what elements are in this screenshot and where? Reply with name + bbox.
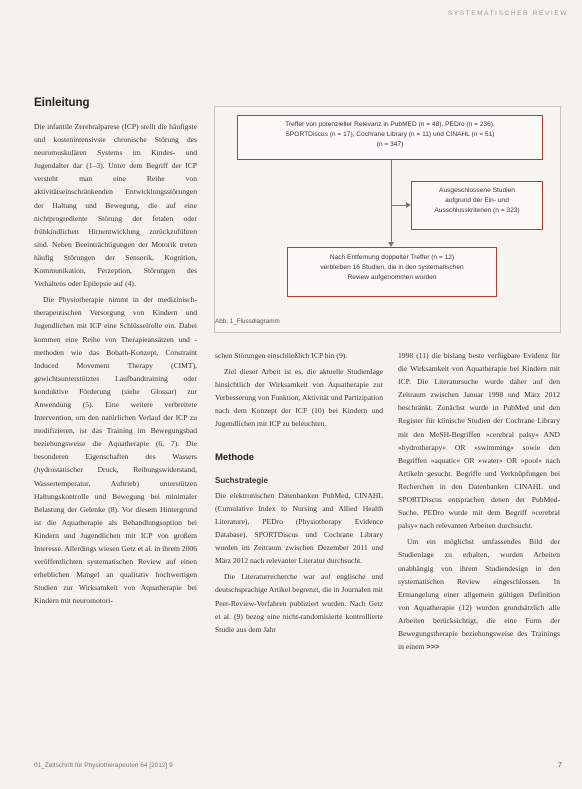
flow-diagram xyxy=(214,106,561,333)
text-column-2 xyxy=(215,349,383,745)
text-column-3 xyxy=(398,349,560,745)
paragraph: 1998 (11) die bislang beste verfügbare Evidenz für die Wirksamkeit von Aquatherapie bei Kindern mit ICP. Die Literatursuche wurde daher auf den Zeitraum zwischen Januar 1998 und März 2012 beschränkt. Zunächst wurde in PubMed und den Register für klinische Studien der Cochrane Library mit den MeSH-Begriffen »cerebral palsy« AND »hydrotherapy« OR »swimming« sowie den Begriffen »aquatic« OR »water« OR »pool« nach Artikeln gesucht. Begriffe und Verknüpfungen bei Recherchen in den Datenbanken CINAHL und SPORTDiscus entsprachen denen der PubMed-Suche. PEDro wurde mit dem Begriff »cerebral palsy« nach relevanten Arbeiten durchsucht. xyxy=(398,351,560,531)
section-title: Einleitung xyxy=(34,97,90,109)
diagram-text: Review aufgenommen wurden xyxy=(347,274,437,281)
continue-marker: >>> xyxy=(426,642,440,652)
diagram-box-included xyxy=(287,247,497,297)
subsection-heading: Suchstrategie xyxy=(215,475,268,485)
diagram-text: Treffer von potenzieller Relevanz in PubMED (n = 48), PEDro (n = 236), xyxy=(285,121,495,128)
paragraph: Die Literaturrecherche war auf englische und deutschsprachige Artikel begrenzt, die in Journalen mit Peer-Review-Verfahren publiziert wurden. Nach Getz et al. (9) bezog eine nicht-randomisierte kontrollierte Studie aus dem Jahr xyxy=(215,572,383,634)
paragraph: schen Störungen einschließlich ICP hin (9). xyxy=(215,351,348,360)
diagram-box-search-results xyxy=(237,115,543,160)
paragraph: Die elektronischen Datenbanken PubMed, CINAHL (Cumulative Index to Nursing and Allied Health Literature), PEDro (Physiotherapy Evidence Database), SPORTDiscus und Cochrane Library wurden im Zeitraum zwischen Dezember 2011 und März 2012 nach relevanter Literatur durchsucht. xyxy=(215,490,383,566)
figure-caption: Abb. 1_Flussdiagramm xyxy=(215,318,280,325)
diagram-box-excluded xyxy=(411,181,543,230)
diagram-text: Nach Entfernung doppelter Treffer (n = 12) xyxy=(329,254,455,261)
diagram-text: Ausgeschlossene Studien xyxy=(439,187,515,194)
section-heading: Methode xyxy=(215,451,255,463)
diagram-text: aufgrund der Ein- und xyxy=(445,197,509,204)
diagram-text: SPORTDiscus (n = 17), Cochrane Library (n = 11) und CINAHL (n = 51) xyxy=(285,131,495,138)
paragraph: Ziel dieser Arbeit ist es, die aktuelle Studienlage hinsichtlich der Wirksamkeit von Aquatherapie zur Verbesserung von Funktion, Aktivität und Partizipation nach dem Konzept der ICF (10) bei Kindern und Jugendlichen mit ICP zu beleuchten. xyxy=(215,367,383,429)
page-number: 7 xyxy=(557,760,562,769)
diagram-text: Ausschlusskriterien (n = 323) xyxy=(434,207,520,214)
text-column-1 xyxy=(34,120,197,745)
diagram-connector xyxy=(391,160,392,246)
diagram-text: (n = 347) xyxy=(376,141,404,148)
paragraph: Die Physiotherapie nimmt in der medizinisch-therapeutischen Versorgung von Kindern und Jugendlichen mit ICP eine Schlüsselrolle ein. Dabei kommen eine Reihe von Therapieansätzen und -methoden wie das Bobath-Konzept, Constraint Induced Movement Therapy (CIMT), gewichtsunterstütztes Laufbandtraining oder konduktive Förderung (siehe Glossar) zur Anwendung (5). Eine weitere verbreitete Intervention, um den natürlichen Verlauf der ICP zu modifizieren, ist das Training im Bewegungsbad beziehungsweise die Aquatherapie (6, 7). Die besonderen Eigenschaften des Wassers (hydrostatischer Druck, Reibungswiderstand, Wassertemperatur, Auftrieb) unterstützen Haltungskontrolle und Bewegung bei minimaler Belastung der Gelenke (8). Vor diesem Hintergrund ist die Aquatherapie als Behandlungsoption bei Kindern und Jugendlichen mit ICP von großem Interesse. Allerdings wiesen Getz et al. in ihrem 2006 veröffentlichten systematischen Review auf einen erheblichen Mangel an qualitativ hochwertigen Studien zur Wirksamkeit von Aquatherapie bei Kindern mit neuromotori- xyxy=(34,295,197,606)
running-header: SYSTEMATISCHER REVIEW xyxy=(447,10,568,17)
paragraph: Die infantile Zerebralparese (ICP) stellt die häufigste und kostenintensivste chronische Störung des neuromuskulären Systems im Kindes- und Jugendalter dar (1–3). Unter dem Begriff der ICP versteht man eine Reihe von aktivitätseinschränkenden Entwicklungsstörungen der Haltung und Bewegung, die auf eine nichtprogrediente Störung der fetalen oder frühkindlichen Hirnentwicklung zurückzuführen sind. Neben Beeinträchtigungen der Motorik treten häufig Störungen der Sensorik, Kognition, Kommunikation, Perzeption, Störungen des Verhaltens oder Epilepsie auf (4). xyxy=(34,122,197,289)
paragraph-text: Um ein möglichst umfassendes Bild der Studienlage zu erhalten, wurden Arbeiten unabhängig von ihrem Studiendesign in den systematischen Review eingeschlossen. In Ermangelung einer allgemein gültigen Definition von Aquatherapie (12) wurden grundsätzlich alle Arbeiten berücksichtigt, die eine Form der Bewegungstherapie beziehungsweise des Trainings in einem xyxy=(398,537,560,652)
journal-footer: 01_Zeitschrift für Physiotherapeuten 64 [2012] 9 xyxy=(34,762,173,769)
paragraph xyxy=(398,535,560,653)
diagram-text: verbleiben 16 Studien, die in den systematischen xyxy=(320,264,464,271)
